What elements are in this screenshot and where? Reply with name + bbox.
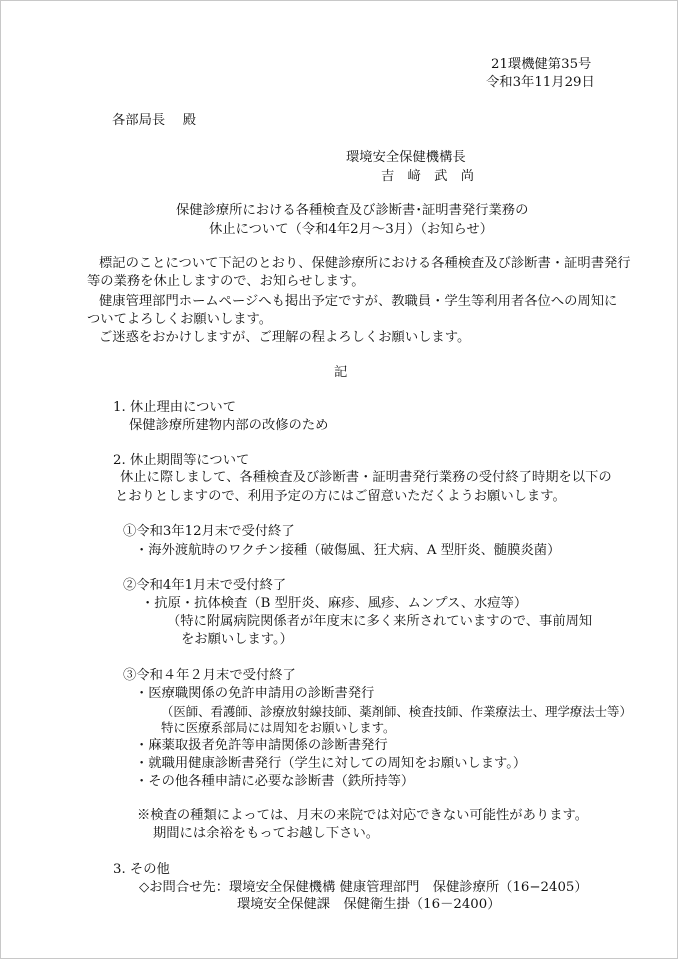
section-2-heading: 2. 休止期間等について: [113, 453, 250, 468]
period-3-item-3: ・就職用健康診断書発行（学生に対しての周知をお願いします。）: [135, 756, 527, 771]
period-3-item-1-note-1: （医師、看護師、診療放射線技師、薬剤師、検査技師、作業療法士、理学療法士等）: [161, 704, 632, 719]
intro-line-2: 等の業務を休止しますので、お知らせします。: [87, 274, 365, 289]
period-2-note-1: （特に附属病院関係者が年度末に多く来所されていますので、事前周知: [167, 614, 593, 629]
subject-line-1: 保健診療所における各種検査及び診断書･証明書発行業務の: [176, 203, 529, 218]
footnote-line-2: 期間には余裕をもってお越し下さい。: [153, 826, 380, 841]
section-3-heading: 3. その他: [113, 862, 170, 877]
section-2-body-2: とおりとしますので、利用予定の方にはご留意いただくようお願いします。: [115, 489, 566, 504]
period-2-item: ・抗原・抗体検査（B 型肝炎、麻疹、風疹、ムンプス、水痘等）: [141, 596, 528, 611]
footnote-line-1: ※検査の種類によっては、月末の来院では対応できない可能性があります。: [137, 808, 589, 823]
period-1-heading: ①令和3年12月末で受付終了: [123, 524, 295, 539]
period-3-item-1: ・医療職関係の免許申請用の診断書発行: [135, 686, 375, 701]
sender-title: 環境安全保健機構長: [346, 150, 466, 165]
subject-line-2: 休止について（令和4年2月～3月）（お知らせ）: [209, 222, 494, 237]
document-date: 令和3年11月29日: [486, 75, 595, 90]
addressee: 各部局長 殿: [112, 113, 197, 128]
intro-line-4: ついてよろしくお願いします。: [87, 312, 273, 327]
period-3-item-2: ・麻薬取扱者免許等申請関係の診断書発行: [135, 738, 388, 753]
document-number: 21環機健第35号: [491, 57, 592, 72]
section-1-heading: 1. 休止理由について: [113, 400, 237, 415]
sender-name: 吉 﨑 武 尚: [381, 169, 475, 184]
section-2-body-1: 休止に際しまして、各種検査及び診断書・証明書発行業務の受付終了時期を以下の: [120, 470, 612, 485]
intro-line-3: 健康管理部門ホームページへも掲出予定ですが、教職員・学生等利用者各位への周知に: [99, 294, 618, 309]
contact-line-2: 環境安全保健課 保健衛生掛（16－2400）: [237, 897, 501, 912]
period-1-item: ・海外渡航時のワクチン接種（破傷風、狂犬病、A 型肝炎、髄膜炎菌）: [135, 543, 561, 558]
period-2-heading: ②令和4年1月末で受付終了: [123, 578, 287, 593]
period-2-note-2: をお願いします。）: [181, 632, 293, 647]
contact-line-1: ◇お問合せ先：環境安全保健機構 健康管理部門 保健診療所（16−2405）: [139, 880, 588, 895]
period-3-heading: ③令和４年２月末で受付終了: [123, 668, 296, 683]
intro-line-5: ご迷惑をおかけしますが、ご理解の程よろしくお願いします。: [99, 330, 471, 345]
period-3-item-4: ・その他各種申請に必要な診断書（鉄所持等）: [135, 774, 415, 789]
ki-heading: 記: [334, 365, 348, 380]
period-3-item-1-note-2: 特に医療系部局には周知をお願いします。: [161, 720, 396, 735]
section-1-body: 保健診療所建物内部の改修のため: [129, 418, 329, 433]
intro-line-1: 標記のことについて下記のとおり、保健診療所における各種検査及び診断書・証明書発行: [99, 256, 631, 271]
